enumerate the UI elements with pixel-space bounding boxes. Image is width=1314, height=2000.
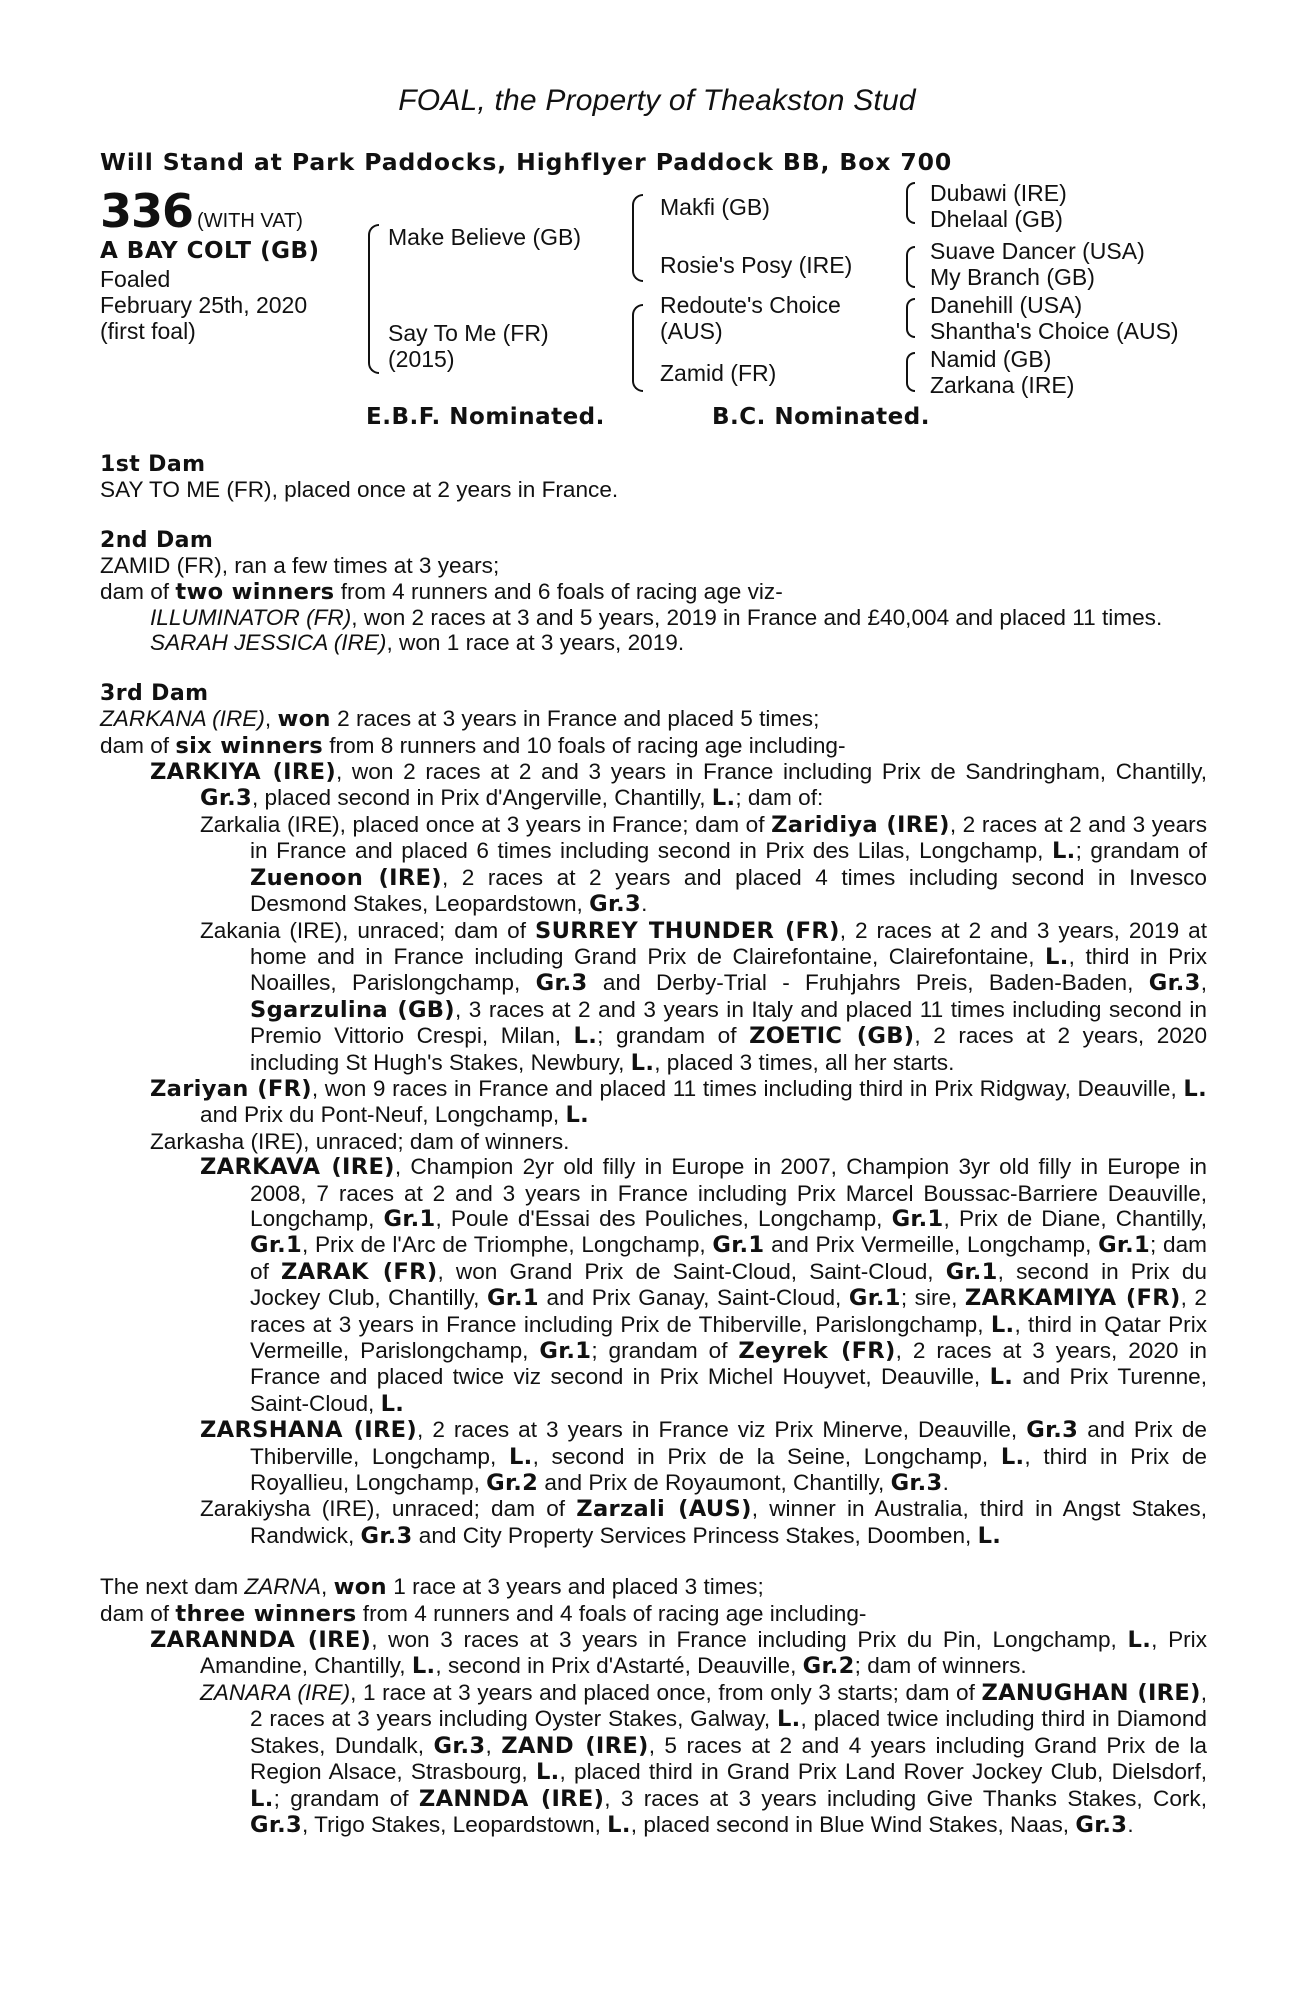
first-dam-text: SAY TO ME (FR), placed once at 2 years in France.	[100, 477, 619, 503]
pedigree-sire-sire: Makfi (GB)	[660, 194, 770, 220]
lot-heading	[100, 184, 303, 238]
pedigree-bracket-makfi	[906, 182, 915, 224]
lot-name: A BAY COLT (GB)	[100, 238, 320, 264]
offspring-illuminator: ILLUMINATOR (FR), won 2 races at 3 and 5 years, 2019 in France and £40,004 and placed 11 times.	[150, 605, 1163, 631]
entry-zarkava: ZARKAVA (IRE), Champion 2yr old filly in Europe in 2007, Champion 3yr old filly in Europe in 2008, 7 races at 2 and 3 years in France including Prix Marcel Boussac-Barriere Deauville, Longchamp, Gr.1, Poule d'Essai des Pouliches, Longchamp, Gr.1, Prix de Diane, Chantilly, Gr.1, Prix de l'Arc de Triomphe, Longchamp, Gr.1 and Prix Vermeille, Longchamp, Gr.1; dam of ZARAK (FR), won Grand Prix de Saint-Cloud, Saint-Cloud, Gr.1, second in Prix du Jockey Club, Chantilly, Gr.1 and Prix Ganay, Saint-Cloud, Gr.1; sire, ZARKAMIYA (FR), 2 races at 3 years in France including Prix de Thiberville, Parislongchamp, L., third in Qatar Prix Vermeille, Parislongchamp, Gr.1; grandam of Zeyrek (FR), 2 races at 3 years, 2020 in France and placed twice viz second in Prix Michel Houyvet, Deauville, L. and Prix Turenne, Saint-Cloud, L.	[200, 1154, 1208, 1417]
third-dam-heading: 3rd Dam	[100, 680, 209, 706]
pedigree-dam-sire: Redoute's Choice	[660, 292, 841, 318]
first-foal-note: (first foal)	[100, 318, 196, 344]
pedigree-bracket-gen1	[368, 224, 379, 374]
entry-zarakiysha: Zarakiysha (IRE), unraced; dam of Zarzali (AUS), winner in Australia, third in Angst Stakes, Randwick, Gr.3 and City Property Services Princess Stakes, Doomben, L.	[200, 1496, 1207, 1549]
entry-zarkiya: ZARKIYA (IRE), won 2 races at 2 and 3 years in France including Prix de Sandringham, Chantilly, Gr.3, placed second in Prix d'Angerville, Chantilly, L.; dam of:	[150, 759, 1207, 812]
pedigree-dam: Say To Me (FR)	[388, 320, 549, 346]
pedigree-sire: Make Believe (GB)	[388, 224, 582, 250]
foaled-date: February 25th, 2020	[100, 292, 308, 318]
pedigree-g3-6: Shantha's Choice (AUS)	[930, 318, 1179, 344]
entry-zarkasha: Zarkasha (IRE), unraced; dam of winners.	[150, 1128, 570, 1154]
entry-zarannda: ZARANNDA (IRE), won 3 races at 3 years in France including Prix du Pin, Longchamp, L., Prix Amandine, Chantilly, L., second in Prix d'Astarté, Deauville, Gr.2; dam of winners.	[150, 1627, 1207, 1680]
pedigree-dam-year: (2015)	[388, 346, 455, 372]
lot-number: 336	[100, 184, 194, 238]
vat-note: (WITH VAT)	[197, 210, 303, 232]
stand-location: Will Stand at Park Paddocks, Highflyer Paddock BB, Box 700	[100, 148, 953, 176]
second-dam-heading: 2nd Dam	[100, 527, 214, 553]
entry-zanara: ZANARA (IRE), 1 race at 3 years and placed once, from only 3 starts; dam of ZANUGHAN (IRE), 2 races at 3 years including Oyster Stakes, Galway, L., placed twice including third in Diamond Stakes, Dundalk, Gr.3, ZAND (IRE), 5 races at 2 and 4 years including Grand Prix de la Region Alsace, Strasbourg, L., placed third in Grand Prix Land Rover Jockey Club, Dielsdorf, L.; grandam of ZANNDA (IRE), 3 races at 3 years including Give Thanks Stakes, Cork, Gr.3, Trigo Stakes, Leopardstown, L., placed second in Blue Wind Stakes, Naas, Gr.3.	[200, 1679, 1207, 1838]
entry-zarkalia: Zarkalia (IRE), placed once at 3 years in France; dam of Zaridiya (IRE), 2 races at 2 and 3 years in France and placed 6 times including second in Prix des Lilas, Longchamp, L.; grandam of Zuenoon (IRE), 2 races at 2 years and placed 4 times including second in Invesco Desmond Stakes, Leopardstown, Gr.3.	[200, 811, 1207, 918]
pedigree-bracket-rosies-posy	[906, 246, 915, 288]
first-dam-heading: 1st Dam	[100, 452, 206, 477]
pedigree-bracket-sire	[632, 194, 643, 282]
pedigree-g3-5: Danehill (USA)	[930, 292, 1083, 318]
pedigree-sire-dam: Rosie's Posy (IRE)	[660, 252, 853, 278]
pedigree-bracket-zamid	[906, 352, 915, 392]
pedigree-g3-3: Suave Dancer (USA)	[930, 238, 1145, 264]
offspring-sarah-jessica: SARAH JESSICA (IRE), won 1 race at 3 years, 2019.	[150, 630, 685, 656]
pedigree-g3-2: Dhelaal (GB)	[930, 206, 1063, 232]
third-dam-line-2: dam of six winners from 8 runners and 10 foals of racing age including-	[100, 732, 846, 759]
ebf-nomination: E.B.F. Nominated.	[366, 404, 605, 430]
entry-zariyan: Zariyan (FR), won 9 races in France and placed 11 times including third in Prix Ridgway, Deauville, L. and Prix du Pont-Neuf, Longchamp, L.	[150, 1075, 1207, 1129]
produce-record	[100, 452, 1207, 1838]
next-dam-line-2: dam of three winners from 4 runners and 4 foals of racing age including-	[100, 1600, 867, 1627]
foaled-label: Foaled	[100, 266, 171, 292]
pedigree-dam-dam: Zamid (FR)	[660, 360, 777, 386]
pedigree-g3-8: Zarkana (IRE)	[930, 372, 1075, 398]
third-dam-line-1: ZARKANA (IRE), won 2 races at 3 years in France and placed 5 times;	[100, 706, 820, 733]
bc-nomination: B.C. Nominated.	[712, 404, 930, 430]
pedigree-bracket-redoutes-choice	[906, 298, 915, 338]
second-dam-line-2: dam of two winners from 4 runners and 6 foals of racing age viz-	[100, 578, 783, 605]
pedigree-bracket-dam	[632, 304, 643, 392]
second-dam-line-1: ZAMID (FR), ran a few times at 3 years;	[100, 553, 500, 579]
pedigree-g3-1: Dubawi (IRE)	[930, 180, 1067, 206]
entry-zarshana: ZARSHANA (IRE), 2 races at 3 years in France viz Prix Minerve, Deauville, Gr.3 and Prix de Thiberville, Longchamp, L., second in Prix de la Seine, Longchamp, L., third in Prix de Royallieu, Longchamp, Gr.2 and Prix de Royaumont, Chantilly, Gr.3.	[200, 1417, 1208, 1497]
pedigree-dam-sire-origin: (AUS)	[660, 318, 723, 344]
pedigree-g3-7: Namid (GB)	[930, 346, 1052, 372]
entry-zakania: Zakania (IRE), unraced; dam of SURREY THUNDER (FR), 2 races at 2 and 3 years, 2019 at home and in France including Grand Prix de Clairefontaine, Clairefontaine, L., third in Prix Noailles, Parislongchamp, Gr.3 and Derby-Trial - Fruhjahrs Preis, Baden-Baden, Gr.3, Sgarzulina (GB), 3 races at 2 and 3 years in Italy and placed 11 times including second in Premio Vittorio Crespi, Milan, L.; grandam of ZOETIC (GB), 2 races at 2 years, 2020 including St Hugh's Stakes, Newbury, L., placed 3 times, all her starts.	[200, 917, 1208, 1076]
next-dam-line-1: The next dam ZARNA, won 1 race at 3 years and placed 3 times;	[100, 1574, 764, 1601]
pedigree-g3-4: My Branch (GB)	[930, 264, 1095, 290]
page-title: FOAL, the Property of Theakston Stud	[398, 84, 916, 117]
